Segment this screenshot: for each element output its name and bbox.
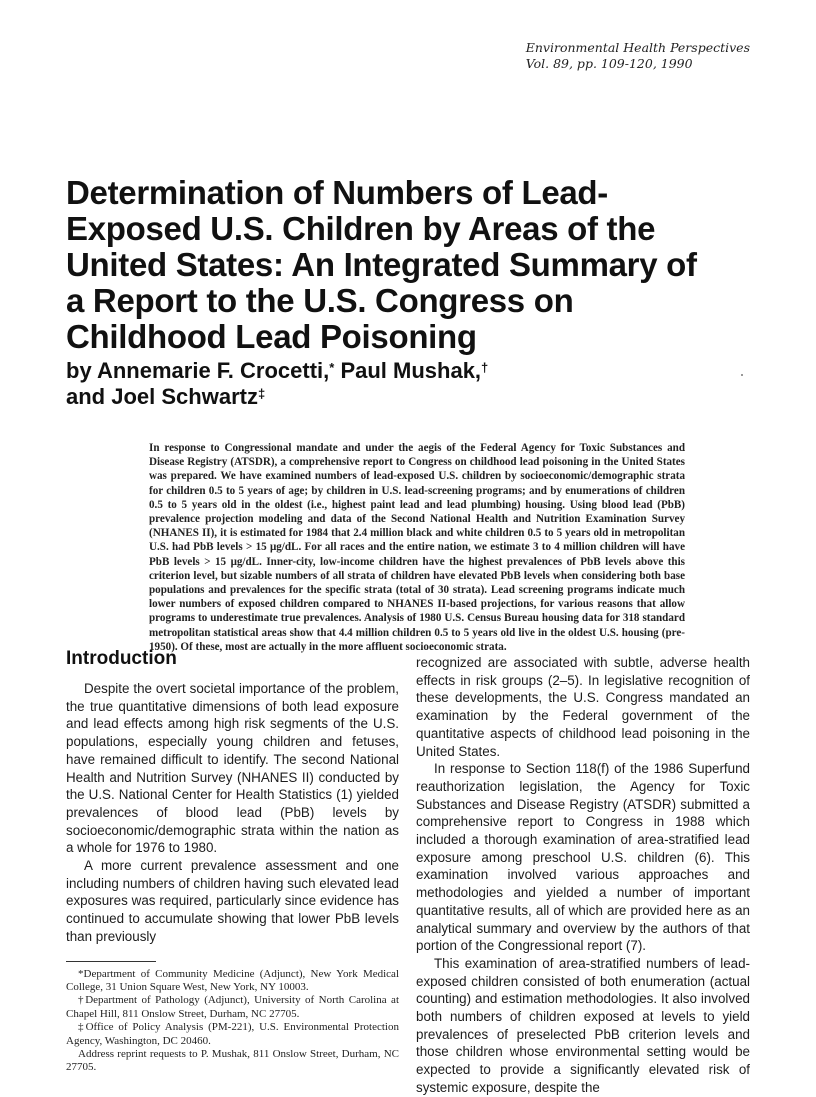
author-mushak: Paul Mushak, — [340, 358, 482, 383]
print-mark — [741, 374, 743, 376]
right-column — [416, 654, 750, 1097]
footnote-rule — [66, 961, 156, 962]
author-schwartz: Joel Schwartz — [111, 384, 258, 409]
author-conjunction: and — [66, 384, 106, 409]
author-crocetti: Annemarie F. Crocetti, — [96, 358, 330, 383]
author-prefix: by — [66, 358, 92, 383]
footnotes — [66, 968, 399, 1075]
journal-citation: Vol. 89, pp. 109-120, 1990 — [525, 56, 693, 71]
abstract: In response to Congressional mandate and under the aegis of the Federal Agency for Toxic Substances and Disease Registry (ATSDR), a comprehensive report to Congress on childhood lead poisoning in the United States was prepared. We have examined numbers of lead-exposed U.S. children by socioeconomic/demographic strata for children 0.5 to 5 years of age; by children in U.S. lead-screening programs; and by enumerations of children 0.5 to 5 years old in the oldest (i.e., highest paint lead and lead plumbing) housing. Using blood lead (PbB) prevalence projection modeling and data of the Second National Health and Nutrition Examination Survey (NHANES II), it is estimated for 1984 that 2.4 million black and white children 0.5 to 5 years old in metropolitan U.S. had PbB levels > 15 μg/dL. For all races and the entire nation, we estimate 3 to 4 million children will have PbB levels > 15 μg/dL. Inner-city, low-income children have the highest prevalences of PbB levels above this criterion level, but sizable numbers of all strata of children have elevated PbB levels when considering both base populations and prevalences for the specific strata (total of 30 strata). Lead screening programs indicate much lower numbers of exposed children compared to NHANES II-based projections, for various reasons that allow programs to underestimate true prevalences. Analysis of 1980 U.S. Census Bureau housing data for 318 standard metropolitan statistical areas show that 4.4 million children 0.5 to 5 years old live in the oldest U.S. housing (pre-1950). Of these, most are actually in the more affluent socioeconomic strata. — [149, 442, 685, 653]
journal-header — [526, 40, 750, 72]
left-column — [66, 648, 399, 1075]
intro-paragraph-2-continued: recognized are associated with subtle, adverse health effects in risk groups (2–5). In legislative recognition of these developments, the U.S. Congress mandated an examination by the Federal government of the quantitative aspects of childhood lead poisoning in the United States. — [416, 655, 750, 759]
affiliation-mark-2: † — [481, 360, 489, 375]
intro-paragraph-3: In response to Section 118(f) of the 1986 Superfund reauthorization legislation, the Agency for Toxic Substances and Disease Registry (ATSDR) submitted a comprehensive report to Congress in 1988 which included a thorough examination of area-stratified lead exposure among preschool U.S. children (6). This examination involved various approaches and methodologies and yielded a number of important quantitative results, all of which are provided here as an analytical summary and overview by the authors of that portion of the Congressional report (7). — [416, 761, 750, 954]
footnote-crocetti: *Department of Community Medicine (Adjunct), New York Medical College, 31 Union Square West, New York, NY 10003. — [66, 967, 399, 993]
footnote-reprint: Address reprint requests to P. Mushak, 811 Onslow Street, Durham, NC 27705. — [66, 1047, 399, 1074]
section-heading-introduction: Introduction — [66, 648, 177, 669]
intro-paragraph-4: This examination of area-stratified numbers of lead-exposed children consisted of both enumeration (actual counting) and estimation methodologies. It also involved both numbers of children exposed at levels to yield prevalences of preselected PbB criterion levels and those children whose environmental setting would be expected to provide a significantly elevated risk of systemic exposure, despite the — [416, 955, 750, 1095]
intro-paragraph-2: A more current prevalence assessment and one including numbers of children having such elevated lead exposures was required, particularly since evidence has continued to accumulate showing that lower PbB levels than previously — [66, 858, 399, 944]
article-title: Determination of Numbers of Lead-Exposed U.S. Children by Areas of the United States: An Integrated Summary of a Report to the U.S. Congress on Childhood Lead Poisoning — [66, 174, 697, 355]
footnote-mushak: †Department of Pathology (Adjunct), University of North Carolina at Chapel Hill, 811 Onslow Street, Durham, NC 27705. — [66, 994, 399, 1020]
author-line — [66, 358, 706, 410]
journal-name: Environmental Health Perspectives — [525, 40, 750, 55]
affiliation-mark-1: * — [329, 360, 335, 375]
intro-paragraph-1: Despite the overt societal importance of the problem, the true quantitative dimensions of both lead exposure and lead effects among high risk segments of the U.S. populations, especially young children and fetuses, have remained difficult to identify. The second National Health and Nutrition Survey (NHANES II) conducted by the U.S. National Center for Health Statistics (1) yielded prevalences of blood lead (PbB) levels by socioeconomic/demographic strata within the nation as a whole for 1976 to 1980. — [66, 681, 399, 856]
affiliation-mark-3: ‡ — [257, 386, 266, 401]
footnote-schwartz: ‡Office of Policy Analysis (PM-221), U.S. Environmental Protection Agency, Washington, DC 20460. — [66, 1021, 399, 1047]
